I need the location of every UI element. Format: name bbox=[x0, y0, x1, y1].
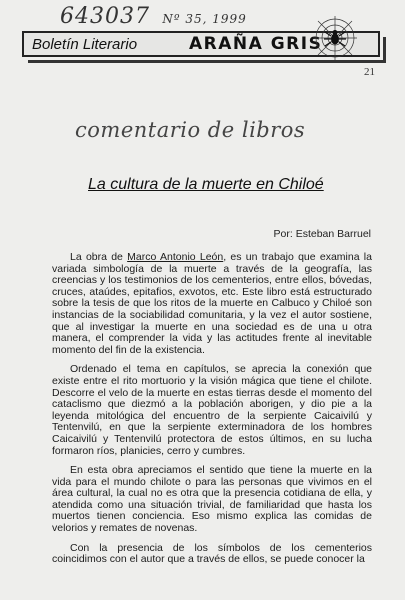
handwritten-annotation bbox=[60, 4, 247, 29]
spider-web-icon bbox=[312, 15, 358, 61]
page-number: 21 bbox=[364, 66, 375, 78]
paragraph-2: Ordenado el tema en capítulos, se aprecia la conexión que existe entre el rito mortuorio y la visión mágica que tiene el chilote. Descorre el velo de la muerte en estas tierras desde el momento del cataclismo que diezmó a la población aborigen, y dio pie a la leyenda mitológica del encuentro de la serpiente Caicaivilú y Tentenvilú, en que la serpiente exterminadora de los hombres Caicaivilú y Tentenvilú protectora de estos últimos, en su lucha formaron ríos, planicies, cerro y cumbres. bbox=[52, 363, 372, 457]
author-name-underlined: Marco Antonio León bbox=[127, 251, 224, 263]
handwritten-classification: 643037 bbox=[60, 4, 150, 29]
publication-name: Boletín Literario bbox=[32, 36, 138, 53]
paragraph-3: En esta obra apreciamos el sentido que tiene la muerte en la vida para el mundo chilote o para las personas que vivimos en el área cultural, la cual no es otra que la presencia cotidiana de ella, y atendida como una situación trivial, de familiaridad que hasta los muertos tienen conciencia. Eso mismo explica las comidas de velorios y remates de novenas. bbox=[52, 464, 372, 535]
section-label: comentario de libros bbox=[75, 118, 306, 142]
paragraph-1: La obra de Marco Antonio León, es un trabajo que examina la variada simbología de la muerte a través de la geografía, las creencias y los testimonios de los cementerios, entre ellos, bóvedas, cruces, ataúdes, epitafios, exvotos, etc. Este libro está estructurado sobre la tesis de que los ritos de la muerte en Calbuco y Chiloé son instancias de la sociabilidad comunitaria, y la vez el autor sostiene, que al investigar la muerte en una sociedad es de una u otra manera, el comprender la vida y las actitudes frente al inevitable momento del fin de la existencia. bbox=[52, 251, 372, 356]
paragraph-4: Con la presencia de los símbolos de los cementerios coincidimos con el autor que a través de ellos, se puede conocer la bbox=[52, 541, 372, 566]
article-body bbox=[52, 252, 372, 574]
handwritten-issue-note: Nº 35, 1999 bbox=[162, 12, 247, 26]
article-title: La cultura de la muerte en Chiloé bbox=[88, 176, 324, 193]
masthead-title: ARAÑA GRIS bbox=[189, 34, 323, 54]
article-author: Por: Esteban Barruel bbox=[273, 228, 371, 240]
